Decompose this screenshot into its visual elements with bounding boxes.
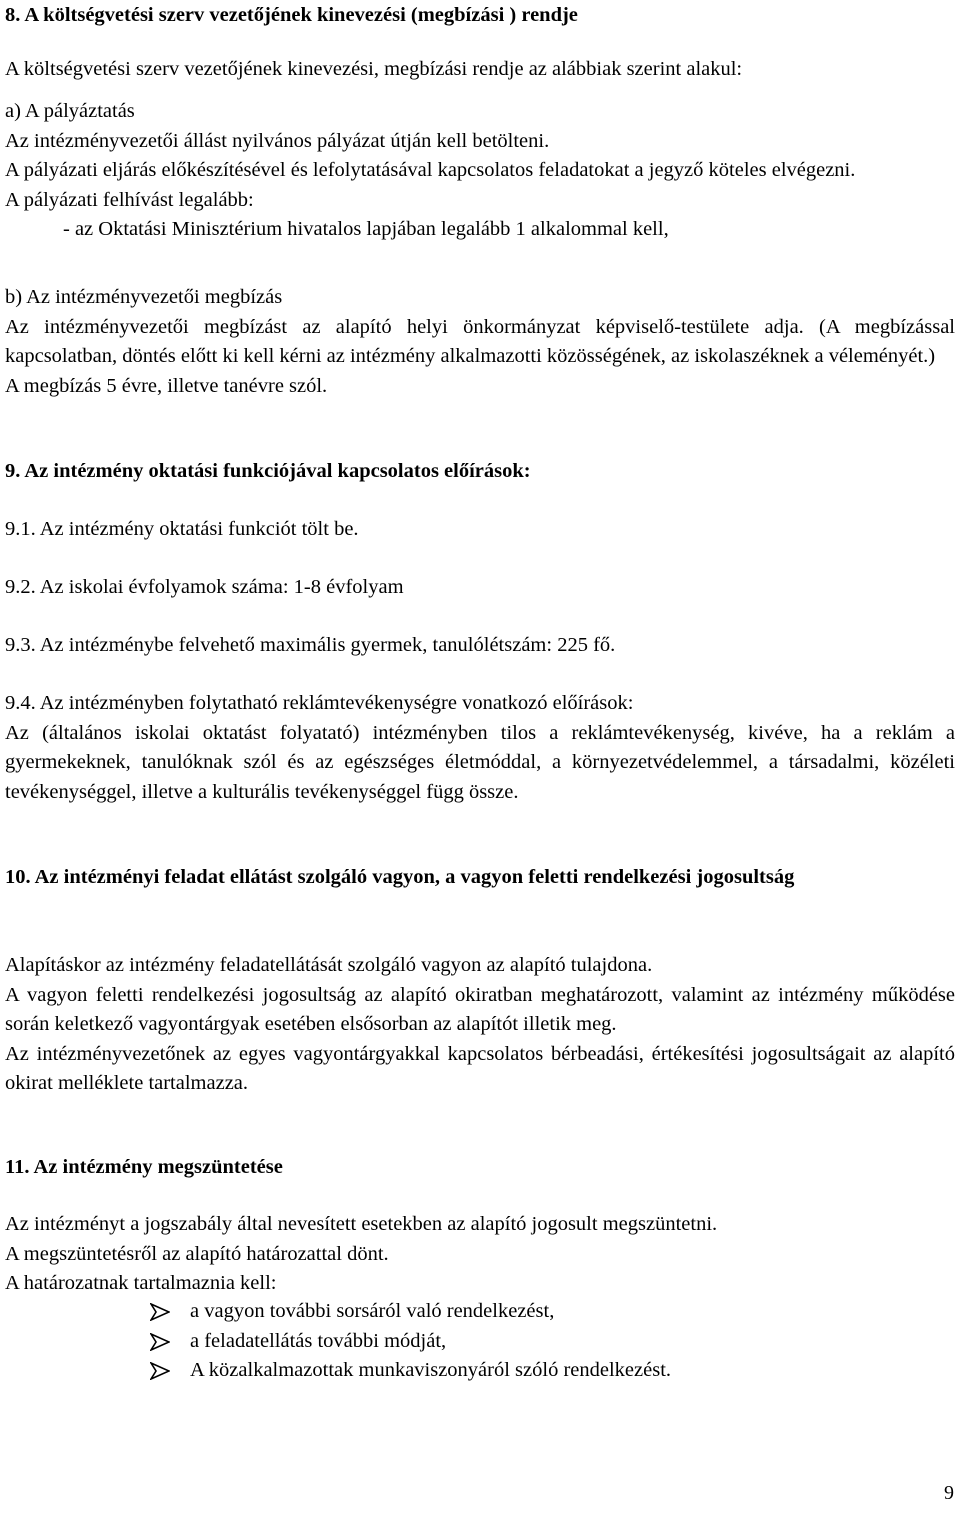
list-item-text: a feladatellátás további módját, [190,1329,447,1352]
section-9-2: 9.2. Az iskolai évfolyamok száma: 1-8 évfolyam [5,576,404,598]
list-item [150,1297,671,1327]
section-11-bullet-list [150,1297,671,1386]
section-11-paragraph-1: Az intézményt a jogszabály által nevesített esetekben az alapító jogosult megszüntetni. [5,1213,718,1235]
section-11-paragraph-2: A megszüntetésről az alapító határozattal dönt. [5,1242,389,1265]
section-9-4-paragraph: Az (általános iskolai oktatást folyatató) intézményben tilos a reklámtevékenység, kivéve, ha a reklám a gyermekeknek, tanulóknak szól és az egészséges életmóddal, a környezetvédelemmel, a társadalmi, közéleti tevékenységgel, illetve a kulturális tevékenységgel függ össze. [5,721,955,803]
section-10-paragraph-1: Alapításkor az intézmény feladatellátását szolgáló vagyon az alapító tulajdona. [5,954,653,976]
section-8-heading: 8. A költségvetési szerv vezetőjének kinevezési (megbízási ) rendje [5,4,578,26]
section-9-3: 9.3. Az intézménybe felvehető maximális gyermek, tanulólétszám: 225 fő. [5,634,616,656]
section-11-paragraph-3: A határozatnak tartalmaznia kell: [5,1272,277,1294]
section-8b-term: A megbízás 5 évre, illetve tanévre szól. [5,374,328,397]
section-10-heading: 10. Az intézményi feladat ellátást szolgáló vagyon, a vagyon feletti rendelkezési jogosultság [5,866,795,888]
list-item [150,1327,671,1357]
arrow-bullet-icon [150,1362,170,1380]
section-10-block [5,951,955,1099]
section-8a-block [5,97,955,245]
section-8a-line-2: A pályázati eljárás előkészítésével és lefolytatásával kapcsolatos feladatokat a jegyző köteles elvégezni. [5,159,856,181]
arrow-bullet-icon [150,1303,170,1321]
section-9-4-title: 9.4. Az intézményben folytatható reklámtevékenységre vonatkozó előírások: [5,692,634,714]
list-item-text: a vagyon további sorsáról való rendelkezést, [190,1300,555,1322]
section-8a-line-4: - az Oktatási Minisztérium hivatalos lapjában legalább 1 alkalommal kell, [63,218,669,240]
section-8-intro: A költségvetési szerv vezetőjének kinevezési, megbízási rendje az alábbiak szerint alakul: [5,58,743,80]
section-8b-title: b) Az intézményvezetői megbízás [5,286,283,308]
section-10-paragraph-2: A vagyon feletti rendelkezési jogosultság az alapító okiratban meghatározott, valamint az intézmény működése során keletkező vagyontárgyak esetében elsősorban az alapítót illetik meg. [5,983,955,1035]
page-number: 9 [944,1482,954,1504]
section-9-heading: 9. Az intézmény oktatási funkciójával kapcsolatos előírások: [5,460,531,482]
section-9-1: 9.1. Az intézmény oktatási funkciót tölt be. [5,518,359,540]
section-11-block [5,1210,955,1299]
section-8b-block [5,283,955,401]
list-item-text: A közalkalmazottak munkaviszonyáról szóló rendelkezést. [190,1359,672,1381]
list-item [150,1356,671,1386]
section-9-4-block [5,689,955,807]
section-8a-title: a) A pályáztatás [5,100,135,122]
section-11-heading: 11. Az intézmény megszüntetése [5,1156,283,1178]
section-8a-line-1: Az intézményvezetői állást nyilvános pályázat útján kell betölteni. [5,129,550,152]
arrow-bullet-icon [150,1333,170,1351]
section-10-paragraph-3: Az intézményvezetőnek az egyes vagyontárgyakkal kapcsolatos bérbeadási, értékesítési jogosultságait az alapító okirat melléklete tartalmazza. [5,1042,955,1094]
section-8a-line-3: A pályázati felhívást legalább: [5,188,254,211]
section-8b-paragraph: Az intézményvezetői megbízást az alapító helyi önkormányzat képviselő-testülete adja. (A megbízással kapcsolatban, döntés előtt ki kell kérni az intézmény alkalmazotti közösségének, az iskolaszéknek a véleményét.) [5,315,955,367]
